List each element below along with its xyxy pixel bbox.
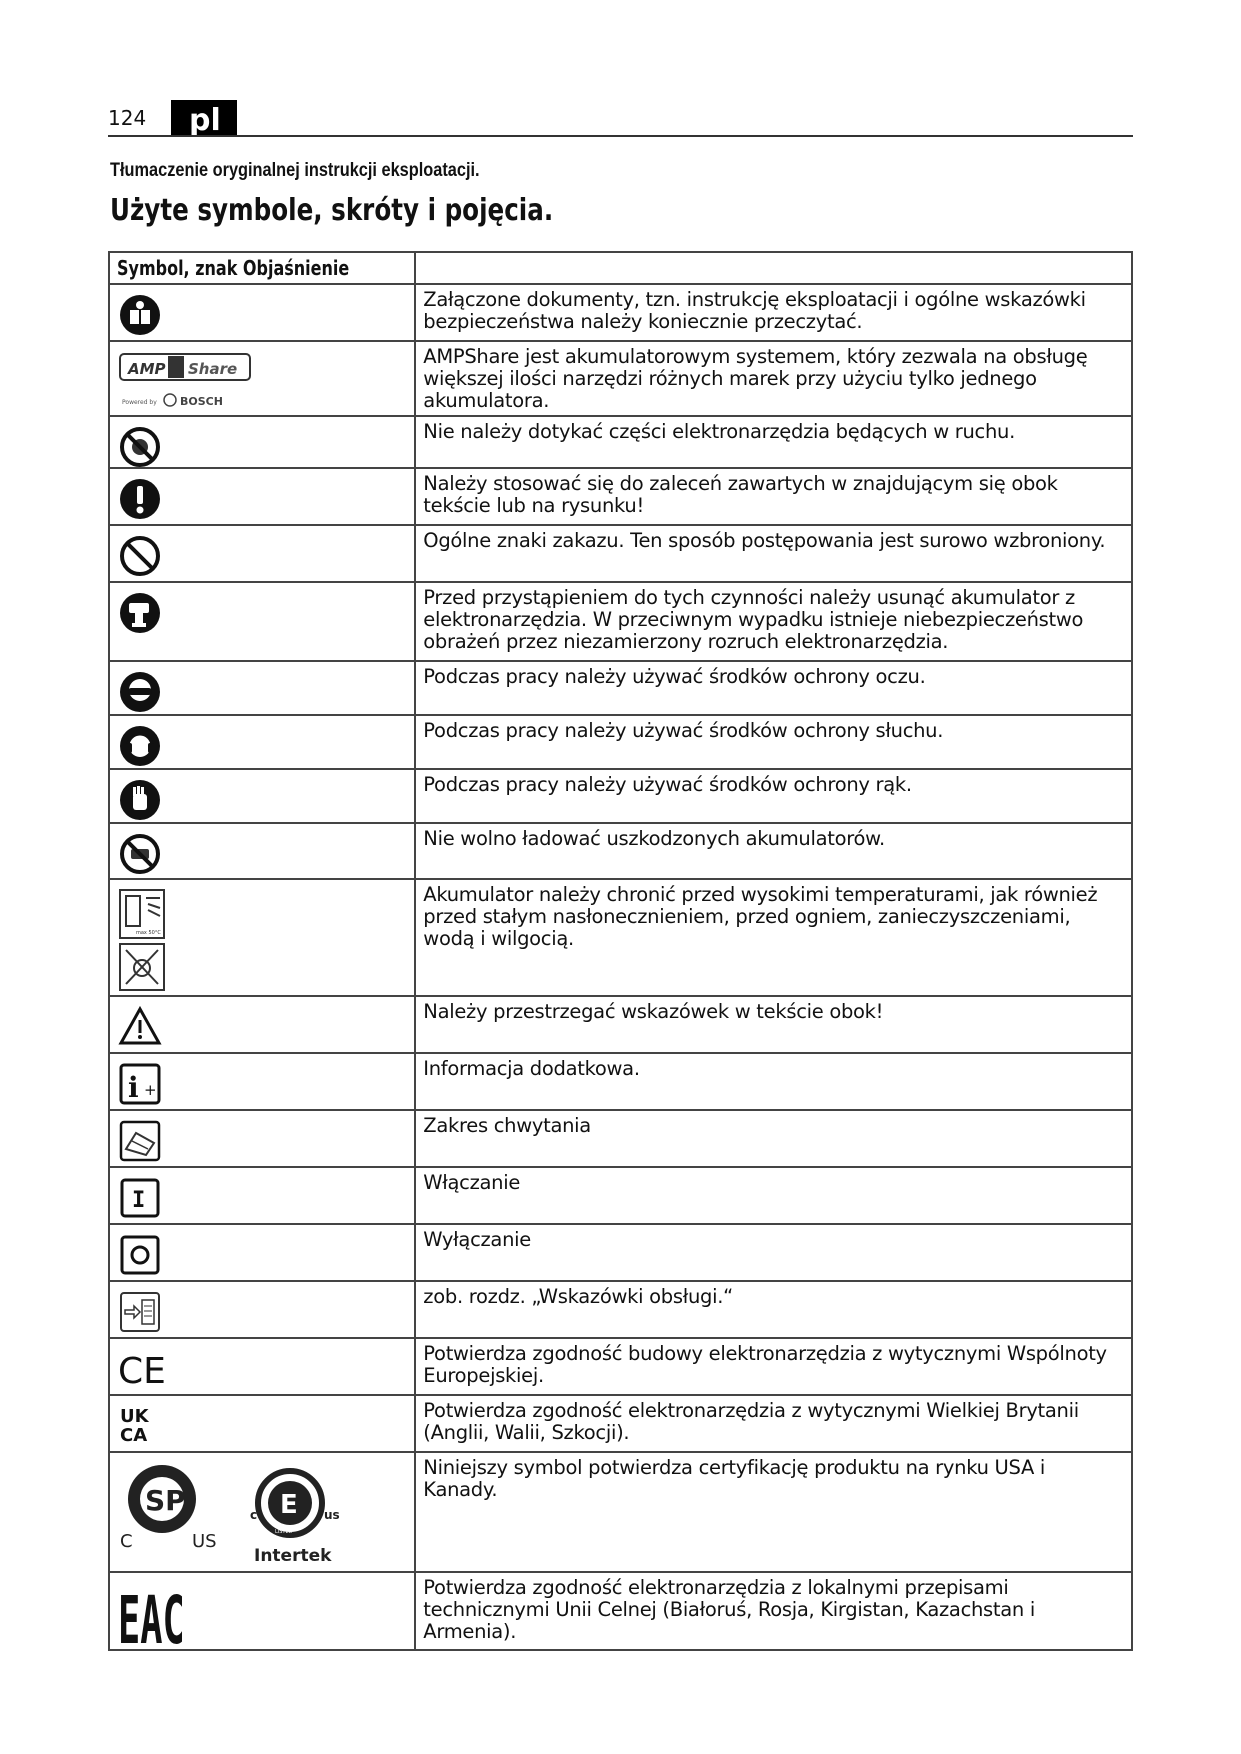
no-touch-moving-parts-icon: [118, 425, 162, 469]
table-row: [109, 1110, 1132, 1167]
table-row: [109, 823, 1132, 879]
read-manual-icon: [118, 293, 162, 337]
table-row: [109, 468, 1132, 525]
prohibition-icon: [118, 534, 162, 578]
csa-sp-text: SP: [145, 1484, 186, 1517]
ce-mark-icon: [118, 1347, 168, 1391]
ca-text: CA: [120, 1425, 148, 1446]
remove-battery-icon: [118, 591, 162, 635]
table-row: [109, 1053, 1132, 1110]
uk-text: UK: [120, 1406, 149, 1427]
explanation-text: zob. rozdz. „Wskazówki obsługi.“: [415, 1281, 1132, 1338]
explanation-text: Podczas pracy należy używać środków ochrony oczu.: [415, 661, 1132, 715]
explanation-text: Potwierdza zgodność budowy elektronarzędzia z wytycznymi Wspólnoty Europejskiej.: [415, 1338, 1132, 1395]
etl-listed-text: LISTED: [275, 1529, 293, 1535]
language-badge: pl: [171, 100, 237, 136]
no-damaged-battery-charging-icon: [118, 832, 162, 876]
eye-protection-icon: [118, 670, 162, 714]
info-i-text: i: [128, 1071, 139, 1104]
ampshare-logo: [118, 350, 268, 412]
switch-off-icon: [118, 1233, 162, 1277]
table-row: [109, 661, 1132, 715]
explanation-text: Załączone dokumenty, tzn. instrukcję eksploatacji i ogólne wskazówki bezpieczeństwa należy koniecznie przeczytać.: [415, 284, 1132, 341]
explanation-text: Wyłączanie: [415, 1224, 1132, 1281]
table-row: [109, 582, 1132, 661]
powered-by-text: Powered by: [122, 399, 157, 406]
explanation-text: Należy przestrzegać wskazówek w tekście obok!: [415, 996, 1132, 1053]
table-row: [109, 996, 1132, 1053]
intertek-text: Intertek: [254, 1546, 332, 1566]
document-subtitle: Tłumaczenie oryginalnej instrukcji eksploatacji.: [110, 160, 480, 181]
eac-text: EAC: [118, 1581, 185, 1647]
battery-temperature-protection-icon: [118, 888, 168, 992]
table-row: [109, 1281, 1132, 1338]
etl-c-text: c: [250, 1508, 258, 1522]
amp-text: AMP: [128, 360, 166, 378]
table-row: [109, 416, 1132, 468]
table-row: [109, 341, 1132, 416]
explanation-text: AMPShare jest akumulatorowym systemem, który zezwala na obsługę większej ilości narzędzi różnych marek przy użyciu tylko jednego akumulatora.: [415, 341, 1132, 416]
ukca-mark-icon: [118, 1404, 162, 1448]
page-title: Użyte symbole, skróty i pojęcia.: [110, 193, 554, 228]
table-row: [109, 525, 1132, 582]
info-icon: [118, 1062, 162, 1106]
csa-us-text: US: [192, 1531, 217, 1552]
explanation-text: Nie należy dotykać części elektronarzędzia będących w ruchu.: [415, 416, 1132, 468]
switch-on-icon: [118, 1176, 162, 1220]
explanation-text: Podczas pracy należy używać środków ochrony rąk.: [415, 769, 1132, 823]
info-plus-text: +: [144, 1081, 157, 1099]
table-row: [109, 769, 1132, 823]
explanation-text: Należy stosować się do zaleceń zawartych w znajdującym się obok tekście lub na rysunku!: [415, 468, 1132, 525]
etl-us-text: us: [324, 1508, 340, 1522]
explanation-text: Potwierdza zgodność elektronarzędzia z lokalnymi przepisami technicznymi Unii Celnej (Białoruś, Rosja, Kirgistan, Kazachstan i Armenia).: [415, 1572, 1132, 1650]
max-temp-label: max 50°C: [136, 930, 161, 936]
explanation-text: Ogólne znaki zakazu. Ten sposób postępowania jest surowo wzbroniony.: [415, 525, 1132, 582]
table-row: [109, 1452, 1132, 1572]
explanation-text: Niniejszy symbol potwierdza certyfikację produktu na rynku USA i Kanady.: [415, 1452, 1132, 1572]
table-header: Symbol, znak Objaśnienie: [109, 252, 415, 284]
mandatory-action-icon: [118, 477, 162, 521]
see-chapter-icon: [118, 1290, 162, 1334]
explanation-text: Włączanie: [415, 1167, 1132, 1224]
explanation-text: Zakres chwytania: [415, 1110, 1132, 1167]
hand-protection-icon: [118, 778, 162, 822]
explanation-text: Przed przystąpieniem do tych czynności należy usunąć akumulator z elektronarzędzia. W przeciwnym wypadku istnieje niebezpieczeństwo obrażeń przez niezamierzony rozruch elektronarzędzia.: [415, 582, 1132, 661]
csa-etl-marks-icon: [118, 1461, 348, 1567]
page-number: 124: [108, 106, 147, 130]
bosch-text: BOSCH: [180, 395, 223, 408]
svg-text:E: E: [280, 1490, 298, 1520]
share-text: Share: [188, 360, 238, 378]
ce-text: CE: [118, 1351, 166, 1391]
symbols-table: [108, 251, 1133, 1651]
table-row: [109, 1167, 1132, 1224]
table-row: [109, 1224, 1132, 1281]
grip-area-icon: [118, 1119, 162, 1163]
table-row: [109, 879, 1132, 996]
explanation-text: Potwierdza zgodność elektronarzędzia z wytycznymi Wielkiej Brytanii (Anglii, Walii, Szkocji).: [415, 1395, 1132, 1452]
header-rule: [108, 135, 1133, 137]
on-i-text: I: [132, 1188, 146, 1213]
table-row: [109, 284, 1132, 341]
explanation-text: Informacja dodatkowa.: [415, 1053, 1132, 1110]
table-row: [109, 1572, 1132, 1650]
table-row: [109, 715, 1132, 769]
eac-mark-icon: [118, 1581, 188, 1647]
table-row: [109, 1395, 1132, 1452]
explanation-text: Nie wolno ładować uszkodzonych akumulatorów.: [415, 823, 1132, 879]
explanation-text: Akumulator należy chronić przed wysokimi temperaturami, jak również przed stałym nasłonecznieniem, przed ogniem, zanieczyszczeniami, wodą i wilgocią.: [415, 879, 1132, 996]
csa-c-text: C: [120, 1531, 133, 1552]
table-row: [109, 1338, 1132, 1395]
warning-triangle-icon: [118, 1005, 162, 1049]
explanation-text: Podczas pracy należy używać środków ochrony słuchu.: [415, 715, 1132, 769]
ear-protection-icon: [118, 724, 162, 768]
